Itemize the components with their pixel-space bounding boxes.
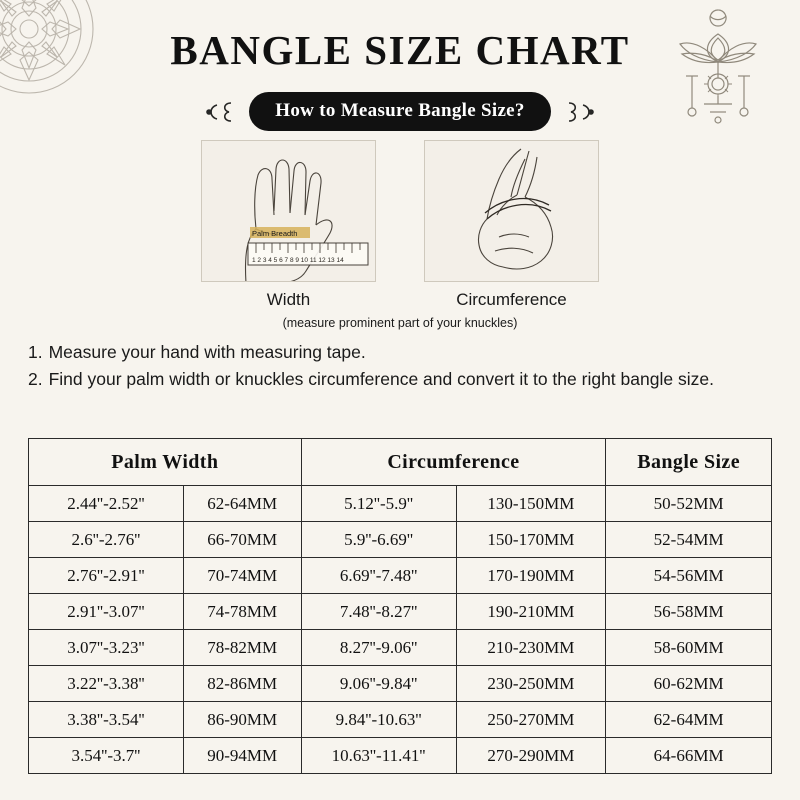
table-cell: 2.6''-2.76''	[29, 522, 184, 558]
table-cell: 5.12''-5.9''	[301, 486, 456, 522]
flourish-left-icon	[205, 99, 235, 125]
table-header-row	[29, 439, 772, 486]
table-cell: 50-52MM	[606, 486, 772, 522]
step-number: 1.	[28, 342, 43, 362]
figure-width	[201, 140, 376, 310]
step-text: Find your palm width or knuckles circumference and convert it to the right bangle size.	[48, 368, 714, 389]
table-cell: 56-58MM	[606, 594, 772, 630]
figure-circumference	[424, 140, 599, 310]
table-cell: 2.91''-3.07''	[29, 594, 184, 630]
size-table-wrapper	[28, 438, 772, 774]
table-cell: 6.69''-7.48''	[301, 558, 456, 594]
table-row	[29, 522, 772, 558]
table-cell: 64-66MM	[606, 738, 772, 774]
table-row	[29, 486, 772, 522]
table-row	[29, 702, 772, 738]
table-cell: 3.38''-3.54''	[29, 702, 184, 738]
column-header-palm-width: Palm Width	[29, 439, 302, 486]
table-cell: 3.07''-3.23''	[29, 630, 184, 666]
ruler-tick-labels: 1 2 3 4 5 6 7 8 9 10 11 12 13 14	[252, 257, 344, 264]
table-cell: 90-94MM	[183, 738, 301, 774]
table-row	[29, 594, 772, 630]
figure-circumference-caption: Circumference	[456, 290, 567, 309]
table-cell: 2.44''-2.52''	[29, 486, 184, 522]
table-cell: 70-74MM	[183, 558, 301, 594]
table-cell: 9.06''-9.84''	[301, 666, 456, 702]
knuckles-circumference-drawing-icon	[425, 141, 599, 282]
table-cell: 270-290MM	[456, 738, 606, 774]
table-cell: 2.76''-2.91''	[29, 558, 184, 594]
hand-knuckles-tape-illustration	[424, 140, 599, 282]
column-header-bangle-size: Bangle Size	[606, 439, 772, 486]
table-cell: 190-210MM	[456, 594, 606, 630]
figure-circumference-note: (measure prominent part of your knuckles)	[282, 316, 518, 330]
table-cell: 9.84''-10.63''	[301, 702, 456, 738]
table-row	[29, 630, 772, 666]
flourish-right-icon	[565, 99, 595, 125]
table-cell: 130-150MM	[456, 486, 606, 522]
table-cell: 150-170MM	[456, 522, 606, 558]
column-header-circumference: Circumference	[301, 439, 606, 486]
table-cell: 210-230MM	[456, 630, 606, 666]
table-cell: 58-60MM	[606, 630, 772, 666]
table-cell: 74-78MM	[183, 594, 301, 630]
table-cell: 5.9''-6.69''	[301, 522, 456, 558]
how-to-measure-label: How to Measure Bangle Size?	[249, 92, 550, 131]
table-cell: 62-64MM	[606, 702, 772, 738]
step-number: 2.	[28, 368, 43, 389]
table-row	[29, 738, 772, 774]
figure-width-caption: Width	[266, 290, 311, 309]
table-cell: 8.27''-9.06''	[301, 630, 456, 666]
measurement-figures	[0, 140, 800, 310]
table-cell: 86-90MM	[183, 702, 301, 738]
palm-width-drawing-icon	[202, 141, 376, 282]
table-cell: 78-82MM	[183, 630, 301, 666]
table-cell: 60-62MM	[606, 666, 772, 702]
table-cell: 62-64MM	[183, 486, 301, 522]
table-cell: 170-190MM	[456, 558, 606, 594]
how-to-measure-banner	[0, 92, 800, 131]
palm-breadth-label: Palm Breadth	[252, 229, 298, 238]
table-cell: 52-54MM	[606, 522, 772, 558]
table-cell: 7.48''-8.27''	[301, 594, 456, 630]
page-title: BANGLE SIZE CHART	[170, 27, 630, 73]
table-cell: 54-56MM	[606, 558, 772, 594]
table-cell: 250-270MM	[456, 702, 606, 738]
hand-palm-ruler-illustration	[201, 140, 376, 282]
table-cell: 3.54''-3.7''	[29, 738, 184, 774]
table-head	[29, 439, 772, 486]
bangle-size-table	[28, 438, 772, 774]
instruction-step	[28, 367, 772, 392]
table-cell: 66-70MM	[183, 522, 301, 558]
table-row	[29, 666, 772, 702]
table-cell: 3.22''-3.38''	[29, 666, 184, 702]
table-cell: 10.63''-11.41''	[301, 738, 456, 774]
step-text: Measure your hand with measuring tape.	[48, 342, 366, 362]
instruction-step	[28, 340, 772, 365]
table-cell: 82-86MM	[183, 666, 301, 702]
table-cell: 230-250MM	[456, 666, 606, 702]
table-row	[29, 558, 772, 594]
table-body	[29, 486, 772, 774]
instruction-steps	[28, 340, 772, 394]
